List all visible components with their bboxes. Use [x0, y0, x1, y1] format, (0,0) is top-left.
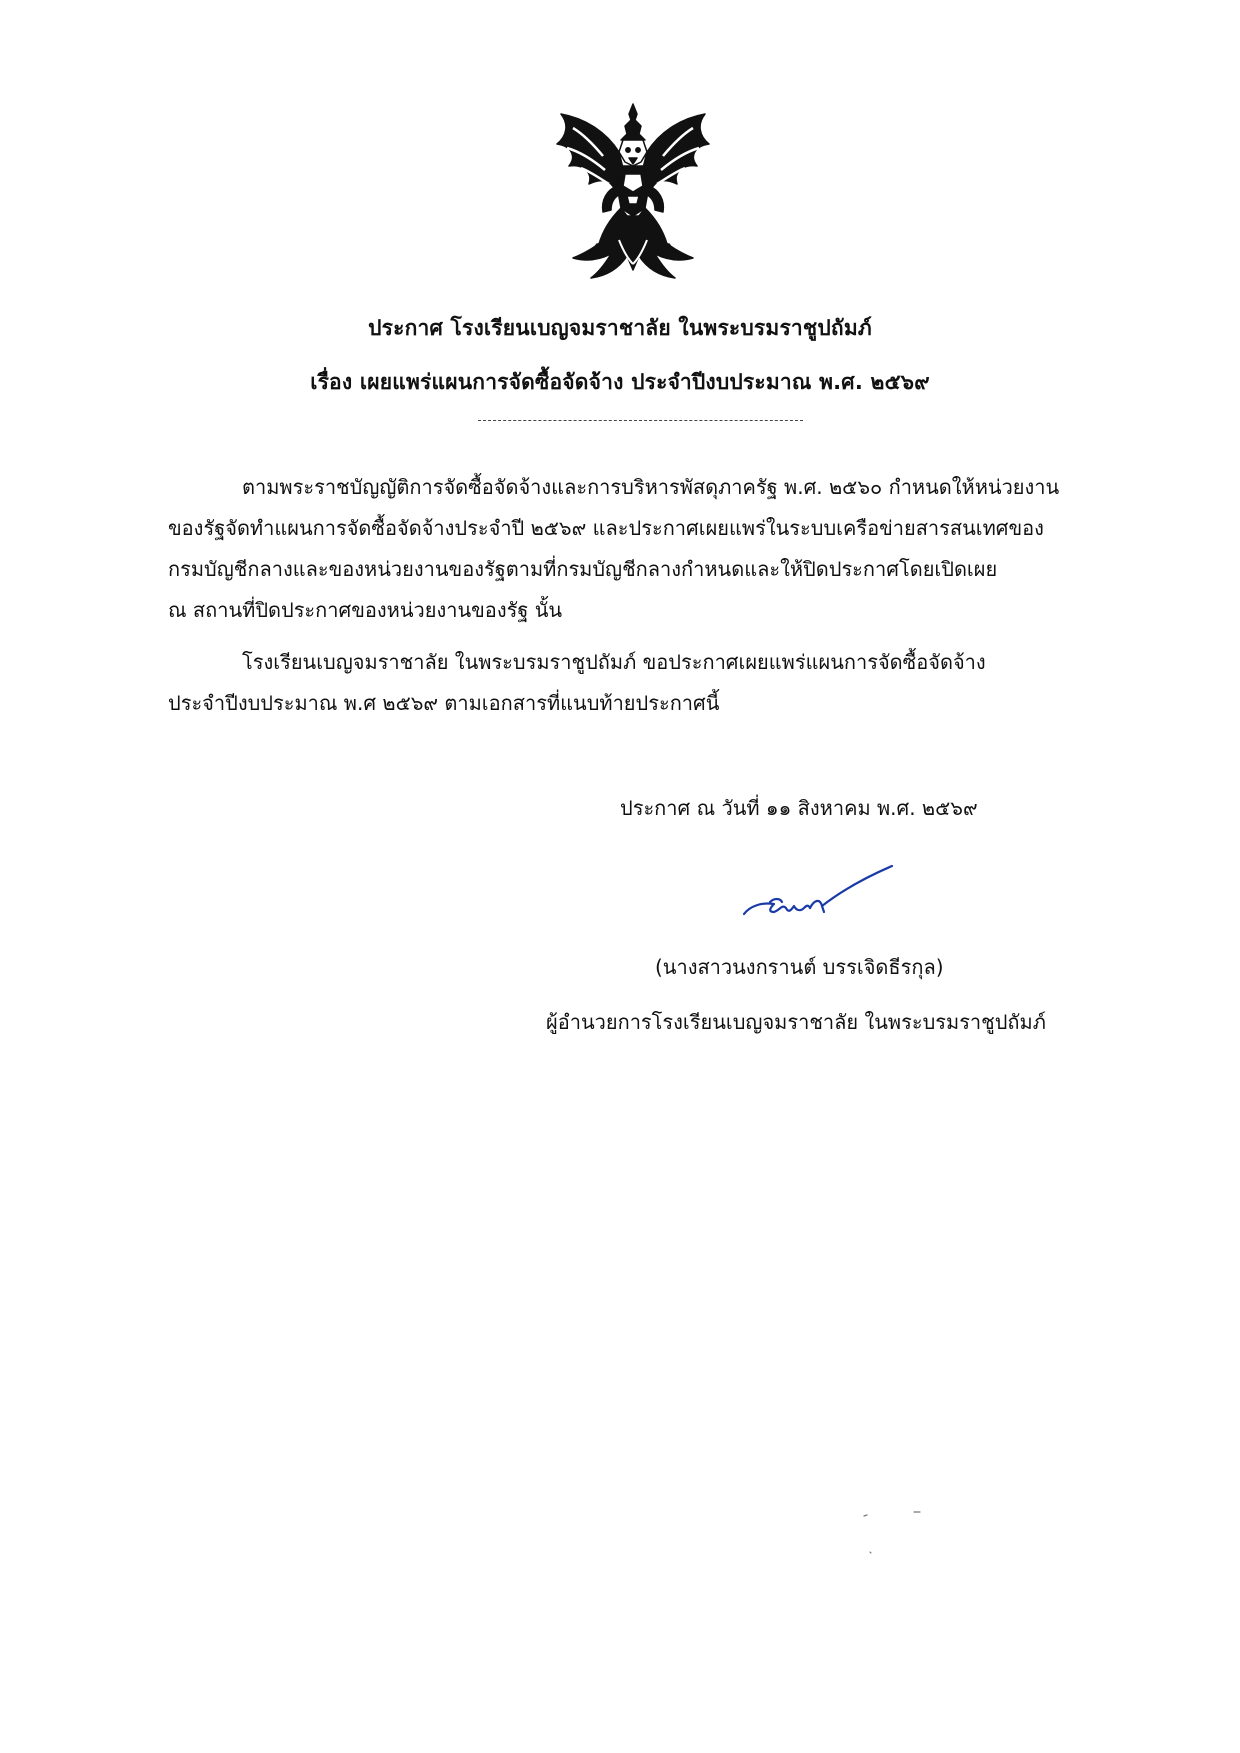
- announcement-subject: เรื่อง เผยแพร่แผนการจัดซื้อจัดจ้าง ประจำปีงบประมาณ พ.ศ. ๒๕๖๙: [310, 370, 930, 394]
- signer-title: ผู้อำนวยการโรงเรียนเบญจมราชาลัย ในพระบรมราชูปถัมภ์: [546, 1010, 1046, 1034]
- paragraph-1-line: กรมบัญชีกลางและของหน่วยงานของรัฐตามที่กรมบัญชีกลางกำหนดและให้ปิดประกาศโดยเปิดเผย: [168, 557, 998, 581]
- paragraph-2-line: โรงเรียนเบญจมราชาลัย ในพระบรมราชูปถัมภ์ ขอประกาศเผยแพร่แผนการจัดซื้อจัดจ้าง: [242, 650, 986, 674]
- handwritten-signature-icon: [740, 862, 900, 922]
- announcement-date: ประกาศ ณ วันที่ ๑๑ สิงหาคม พ.ศ. ๒๕๖๙: [620, 796, 978, 820]
- paragraph-1-line: ตามพระราชบัญญัติการจัดซื้อจัดจ้างและการบริหารพัสดุภาครัฐ พ.ศ. ๒๕๖๐ กำหนดให้หน่วยงาน: [242, 475, 1060, 499]
- title-divider: [478, 420, 803, 421]
- body-paragraph-2: [168, 642, 1116, 724]
- paragraph-2-line: ประจำปีงบประมาณ พ.ศ ๒๕๖๙ ตามเอกสารที่แนบท้ายประกาศนี้: [168, 691, 720, 715]
- garuda-emblem-icon: [553, 100, 713, 282]
- paragraph-1-line: ของรัฐจัดทำแผนการจัดซื้อจัดจ้างประจำปี ๒๕๖๙ และประกาศเผยแพร่ในระบบเครือข่ายสารสนเทศของ: [168, 516, 1044, 540]
- body-paragraph-1: [168, 467, 1116, 631]
- scan-speck-marks: [840, 1500, 940, 1560]
- signer-name: (นางสาวนงกรานต์ บรรเจิดธีรกุล): [655, 955, 944, 979]
- paragraph-1-line: ณ สถานที่ปิดประกาศของหน่วยงานของรัฐ นั้น: [168, 598, 563, 622]
- announcement-title: ประกาศ โรงเรียนเบญจมราชาลัย ในพระบรมราชูปถัมภ์: [368, 316, 872, 340]
